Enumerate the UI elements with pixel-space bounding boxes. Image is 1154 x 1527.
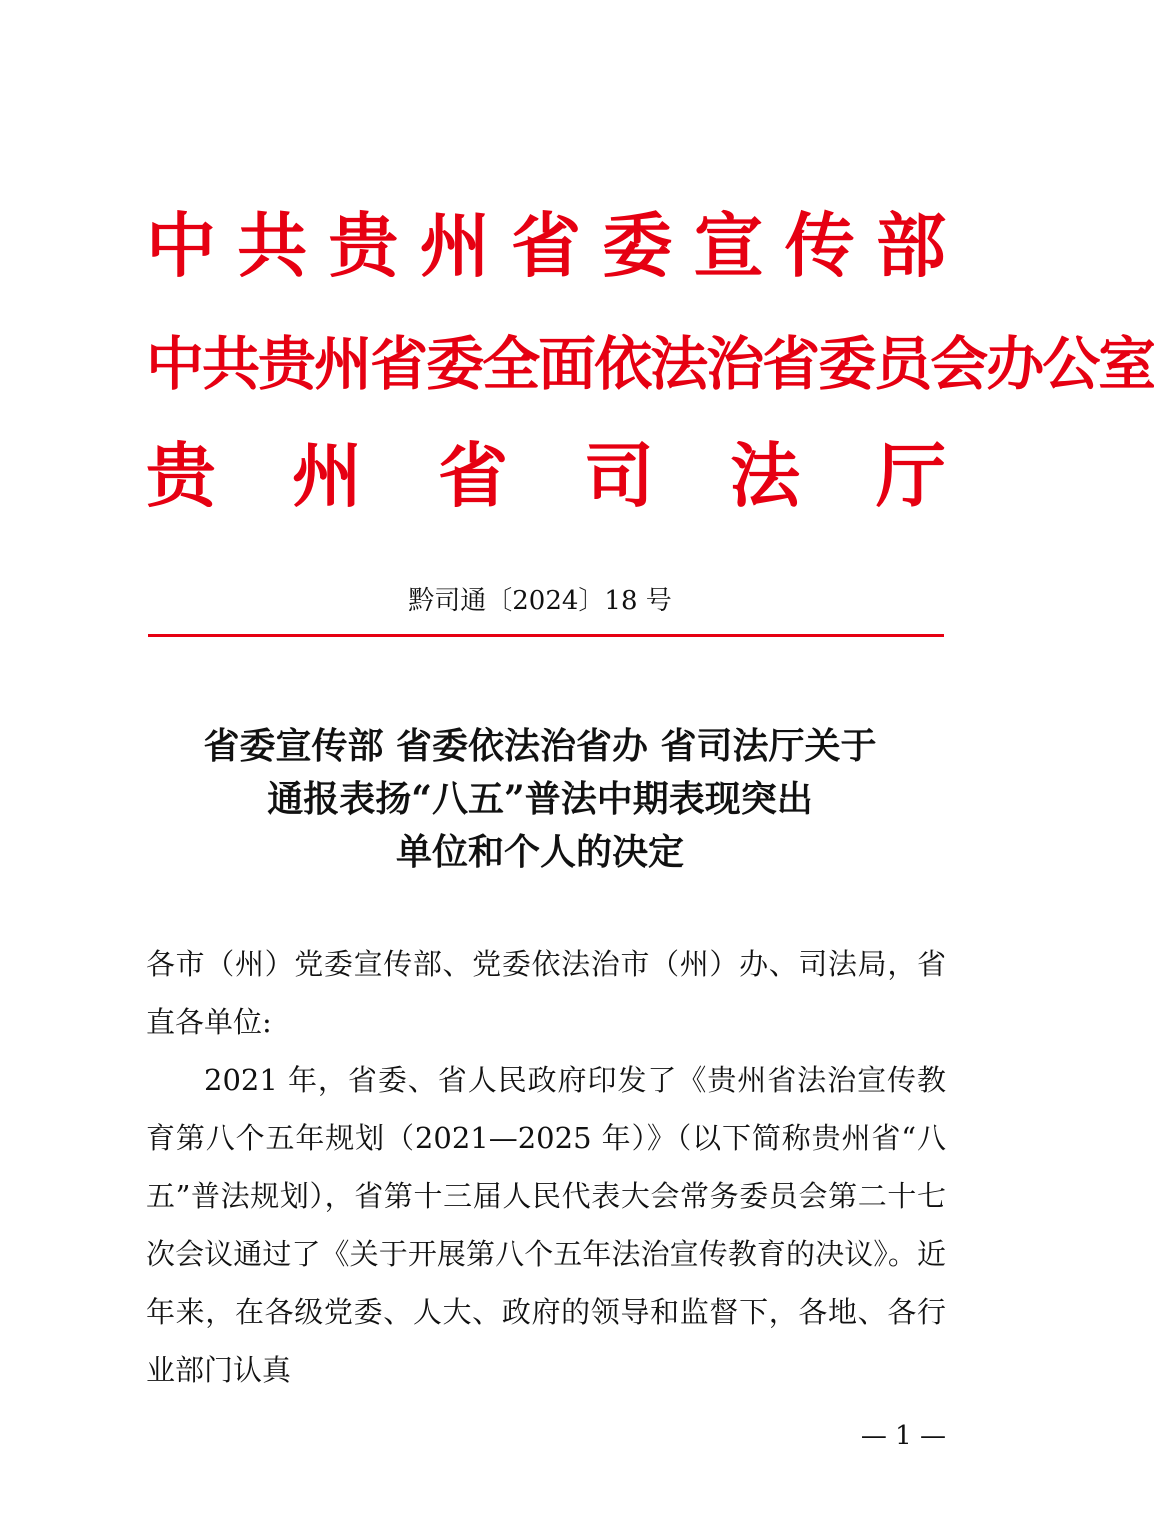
document-body: [146, 935, 946, 1399]
issuer-justice-department: [146, 434, 946, 517]
body-paragraph: 2021 年，省委、省人民政府印发了《贵州省法治宣传教育第八个五年规划（2021—2025 年）》（以下简称贵州省“八五”普法规划），省第十三届人民代表大会常务委员会第二十七次会议通过了《关于开展第八个五年法治宣传教育的决议》。近年来，在各级党委、人大、政府的领导和监督下，各地、各行业部门认真: [146, 1063, 946, 1387]
issuer-char: 司: [584, 434, 654, 517]
issuer-char: 室: [1098, 330, 1154, 398]
issuer-char: 州: [314, 330, 371, 398]
issuer-char: 州: [292, 434, 362, 517]
page-number: — 1 —: [860, 1421, 946, 1451]
issuer-char: 会: [930, 330, 987, 398]
red-separator-line: [148, 634, 944, 637]
issuer-char: 委: [426, 330, 483, 398]
issuer-rule-of-law-office: [146, 328, 1154, 400]
issuer-char: 依: [594, 330, 651, 398]
document-number: 黔司通〔2024〕18 号: [408, 586, 672, 616]
issuer-char: 省: [511, 204, 581, 287]
issuer-char: 贵: [146, 434, 216, 517]
issuer-char: 治: [706, 330, 763, 398]
issuer-char: 中: [146, 330, 203, 398]
addressee: 各市（州）党委宣传部、党委依法治市（州）办、司法局，省直各单位:: [146, 947, 946, 1039]
issuer-char: 州: [419, 204, 490, 287]
issuer-char: 宣: [693, 204, 764, 287]
issuer-char: 贵: [328, 204, 399, 287]
issuer-char: 面: [538, 330, 595, 398]
issuer-char: 省: [370, 330, 427, 398]
issuer-char: 公: [1042, 330, 1099, 398]
issuer-char: 传: [784, 204, 855, 287]
title-line-3: 单位和个人的决定: [395, 831, 684, 873]
issuer-char: 共: [202, 330, 259, 398]
issuer-char: 办: [986, 330, 1043, 398]
issuer-char: 法: [730, 434, 800, 517]
issuer-char: 省: [438, 434, 508, 517]
issuer-char: 全: [482, 330, 539, 398]
issuer-char: 省: [762, 330, 819, 398]
issuer-publicity-department: [146, 204, 946, 287]
issuer-char: 厅: [876, 434, 946, 517]
title-line-1: 省委宣传部 省委依法治省办 省司法厅关于: [203, 725, 877, 767]
issuer-char: 委: [602, 204, 673, 287]
issuer-char: 员: [874, 330, 931, 398]
issuer-char: 部: [876, 204, 946, 287]
document-title: [100, 720, 980, 879]
issuer-char: 法: [650, 330, 707, 398]
issuer-char: 贵: [258, 330, 315, 398]
issuer-char: 共: [237, 204, 308, 287]
issuer-char: 中: [146, 204, 216, 287]
issuer-char: 委: [818, 330, 875, 398]
title-line-2: 通报表扬“八五”普法中期表现突出: [267, 778, 813, 820]
